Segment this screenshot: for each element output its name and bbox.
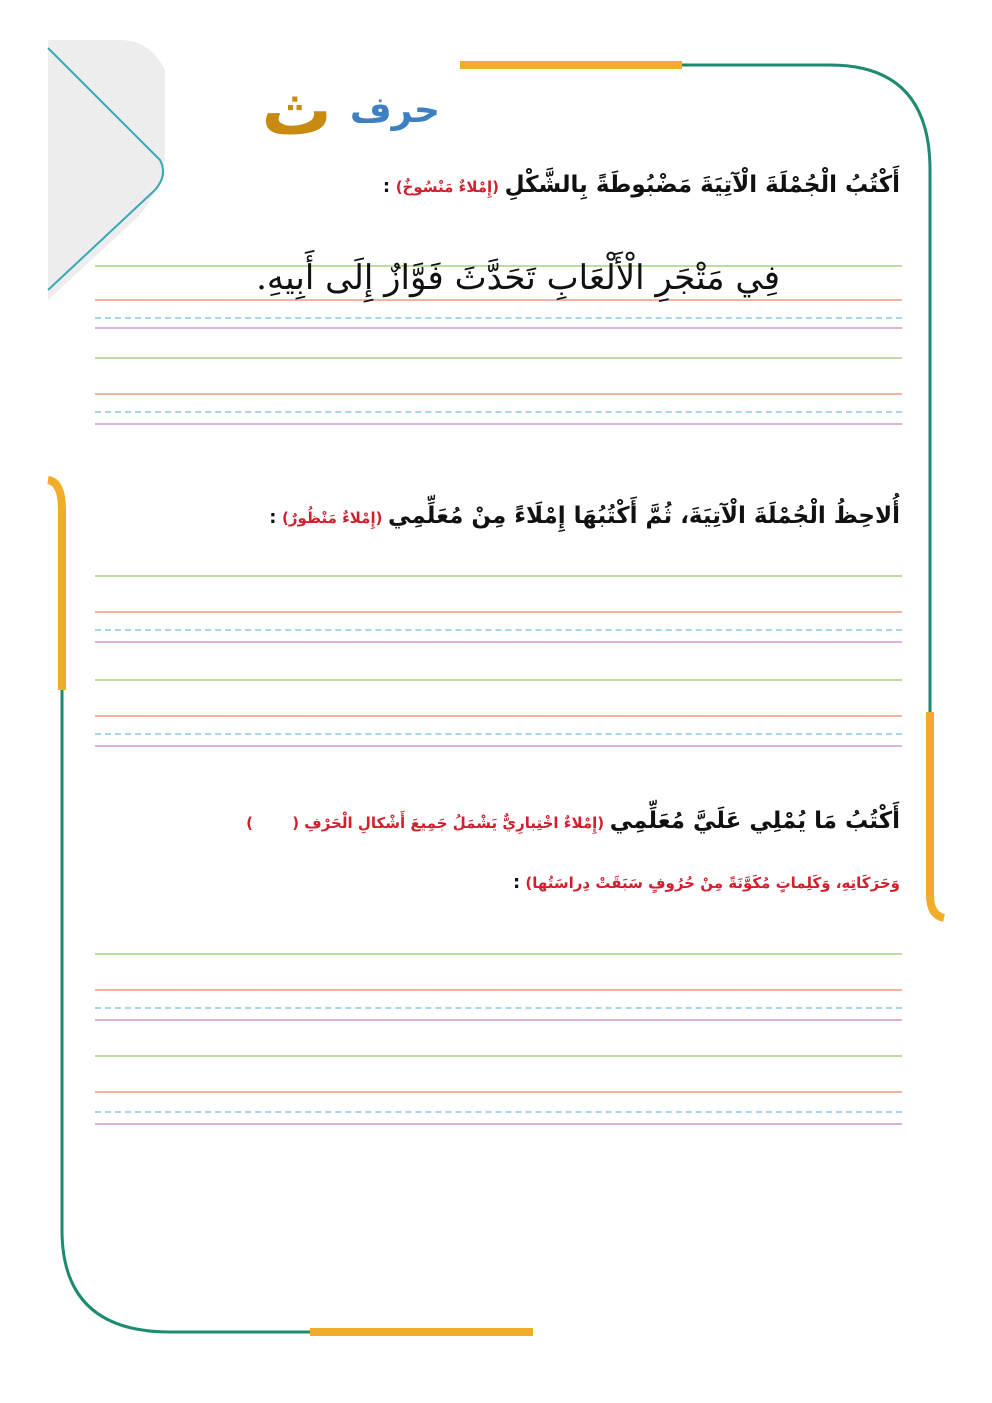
section2-instruction — [269, 503, 900, 529]
left-accent-bar — [48, 480, 62, 690]
section3-note-end: ) — [246, 814, 254, 832]
section1-colon: : — [382, 176, 391, 197]
section2-note: (إِمْلاءٌ مَنْظُورٌ) — [281, 509, 383, 527]
title-letter: ث — [261, 69, 332, 151]
section3-note-line2 — [513, 872, 900, 893]
section2-colon: : — [269, 507, 277, 528]
section3-note: (إِمْلاءٌ اخْتِبارِيٌّ يَشْمَلُ جَمِيعَ أَشْكالِ الْحَرْفِ ( — [292, 814, 605, 832]
page-title — [180, 70, 440, 150]
section3-writing-lines[interactable] — [95, 953, 902, 1133]
section3-colon: : — [512, 872, 521, 893]
section2-writing-lines[interactable] — [95, 575, 902, 755]
section1-note: (إِمْلاءٌ مَنْسُوخٌ) — [395, 178, 500, 196]
model-sentence: فِي مَتْجَرِ الْأَلْعَابِ تَحَدَّثَ فَوَّازٌ إِلَى أَبِيهِ. — [256, 258, 780, 298]
corner-decoration — [48, 40, 165, 300]
section3-instruction-text: أَكْتُبُ مَا يُمْلِي عَلَيَّ مُعَلِّمِي — [609, 808, 900, 834]
section2-instruction-text: أُلاحِظُ الْجُمْلَةَ الْآتِيَةَ، ثُمَّ أَكْتُبُهَا إِمْلَاءً مِنْ مُعَلِّمِي — [388, 503, 900, 529]
section3-note-line2-text: وَحَرَكَاتِهِ، وَكَلِماتٍ مُكَوَّنَةً مِنْ حُرُوفٍ سَبَقَتْ دِراسَتُها) — [525, 874, 900, 892]
section1-instruction-text: أَكْتُبُ الْجُمْلَةَ الْآتِيَةَ مَضْبُوطَةً بِالشَّكْلِ — [504, 172, 900, 198]
title-word: حرف — [349, 89, 440, 131]
section1-instruction — [383, 172, 900, 198]
right-accent-bar — [930, 712, 944, 918]
section3-instruction — [246, 808, 900, 834]
